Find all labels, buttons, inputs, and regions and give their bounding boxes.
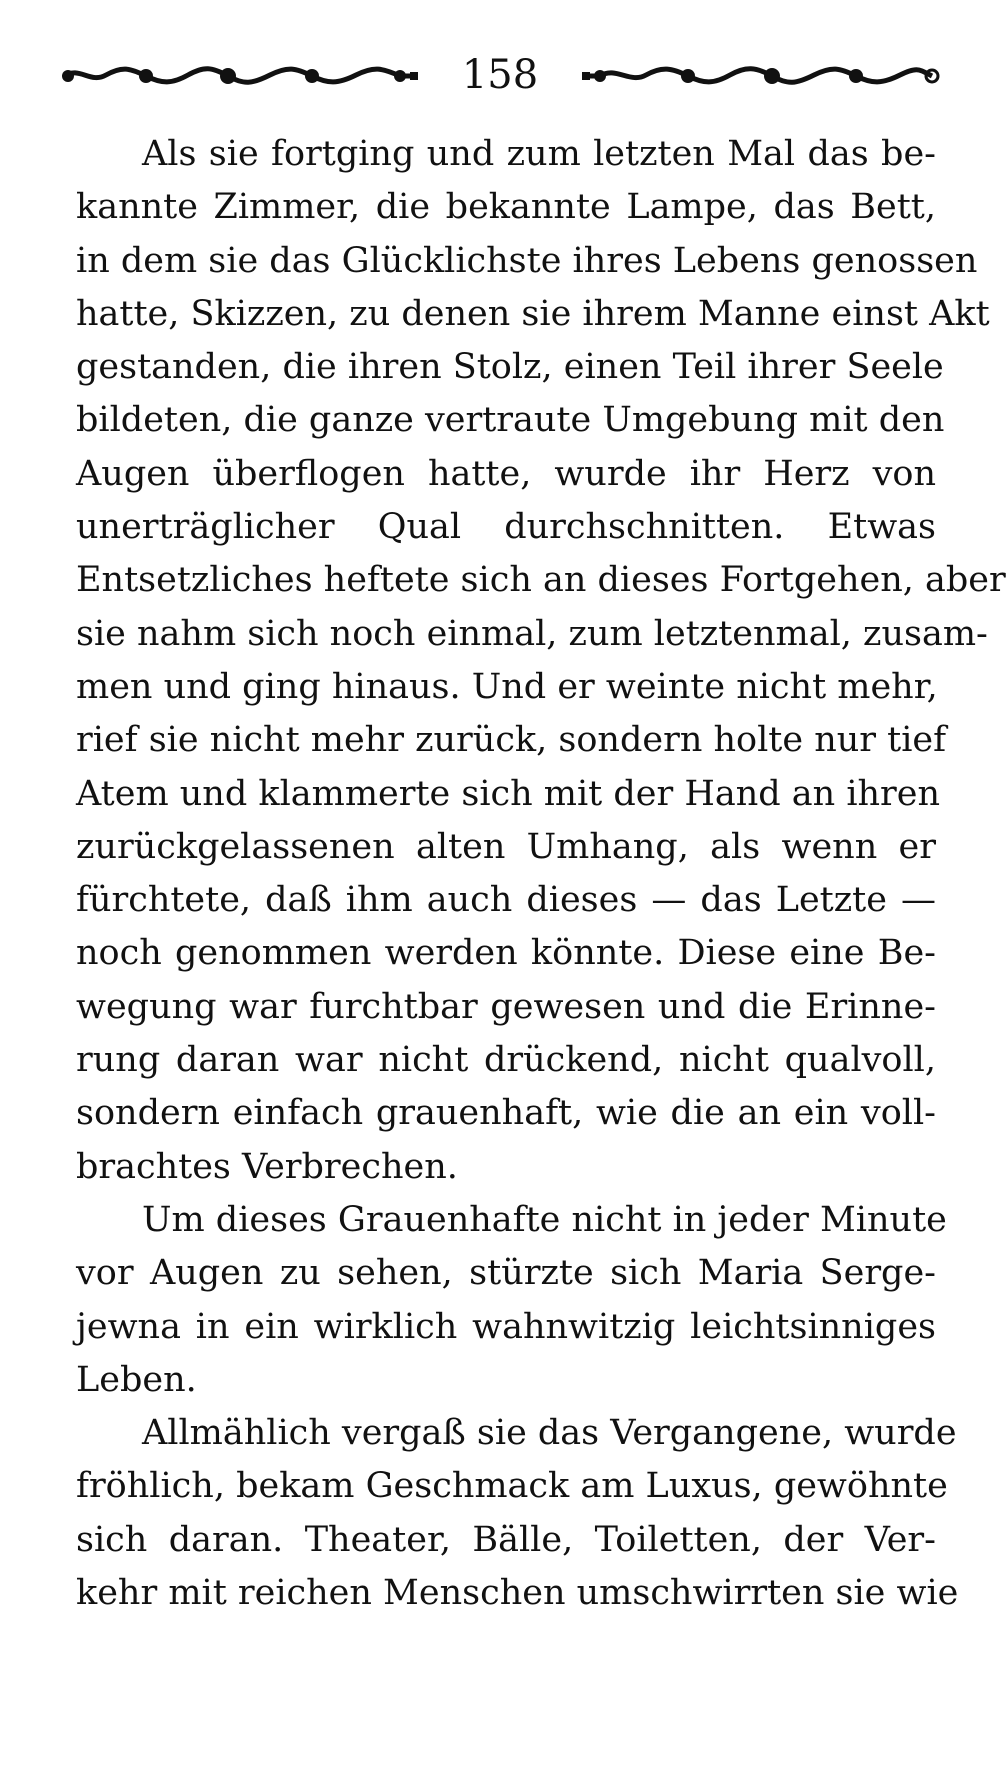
text-line: bildeten, die ganze vertraute Umgebung mit den (76, 400, 945, 441)
text-line: jewna in ein wirklich wahnwitzig leichtsinniges (76, 1306, 936, 1347)
text-line: hatte, Skizzen, zu denen sie ihrem Manne einst Akt (76, 293, 990, 334)
text-line: Entsetzliches heftete sich an dieses Fortgehen, aber (76, 560, 1006, 601)
text-line: sie nahm sich noch einmal, zum letztenmal, zusam- (76, 613, 988, 654)
text-line: Als sie fortging und zum letzten Mal das be- (142, 134, 936, 174)
text-line: sich daran. Theater, Bälle, Toiletten, der Ver- (76, 1519, 936, 1560)
body-text (76, 128, 1006, 1620)
text-line: unerträglicher Qual durchschnitten. Etwas (76, 507, 936, 548)
text-line: in dem sie das Glücklichste ihres Lebens genossen (76, 240, 978, 281)
page-header (60, 50, 940, 100)
paragraph (76, 1407, 959, 1620)
page-number: 158 (461, 52, 539, 98)
text-line: Allmählich vergaß sie das Vergangene, wurde (142, 1413, 957, 1454)
text-line: rung daran war nicht drückend, nicht qualvoll, (76, 1040, 936, 1081)
text-line: fürchtete, daß ihm auch dieses — das Letzte — (76, 880, 936, 921)
text-line: fröhlich, bekam Geschmack am Luxus, gewöhnte (76, 1466, 948, 1507)
text-line: sondern einfach grauenhaft, wie die an ein voll- (76, 1093, 936, 1134)
text-line: Atem und klammerte sich mit der Hand an ihren (76, 773, 941, 814)
paragraph (76, 1194, 947, 1407)
text-line: kannte Zimmer, die bekannte Lampe, das Bett, (76, 187, 936, 228)
left-ornament (60, 64, 420, 86)
text-line: men und ging hinaus. Und er weinte nicht mehr, (76, 666, 938, 707)
text-line: zurückgelassenen alten Umhang, als wenn er (76, 826, 936, 867)
text-line: wegung war furchtbar gewesen und die Erinne- (76, 986, 936, 1027)
text-line: Leben. (76, 1359, 197, 1400)
text-line: brachtes Verbrechen. (76, 1146, 458, 1187)
text-line: vor Augen zu sehen, stürzte sich Maria Serge- (76, 1253, 936, 1294)
text-line: noch genommen werden könnte. Diese eine Be- (76, 933, 936, 974)
text-line: kehr mit reichen Menschen umschwirrten sie wie (76, 1573, 959, 1614)
text-line: gestanden, die ihren Stolz, einen Teil ihrer Seele (76, 347, 944, 388)
text-line: Augen überflogen hatte, wurde ihr Herz von (76, 453, 936, 494)
right-ornament (580, 64, 940, 86)
text-line: rief sie nicht mehr zurück, sondern holte nur tief (76, 720, 947, 761)
text-line: Um dieses Grauenhafte nicht in jeder Minute (142, 1199, 947, 1240)
paragraph (76, 128, 1006, 1194)
